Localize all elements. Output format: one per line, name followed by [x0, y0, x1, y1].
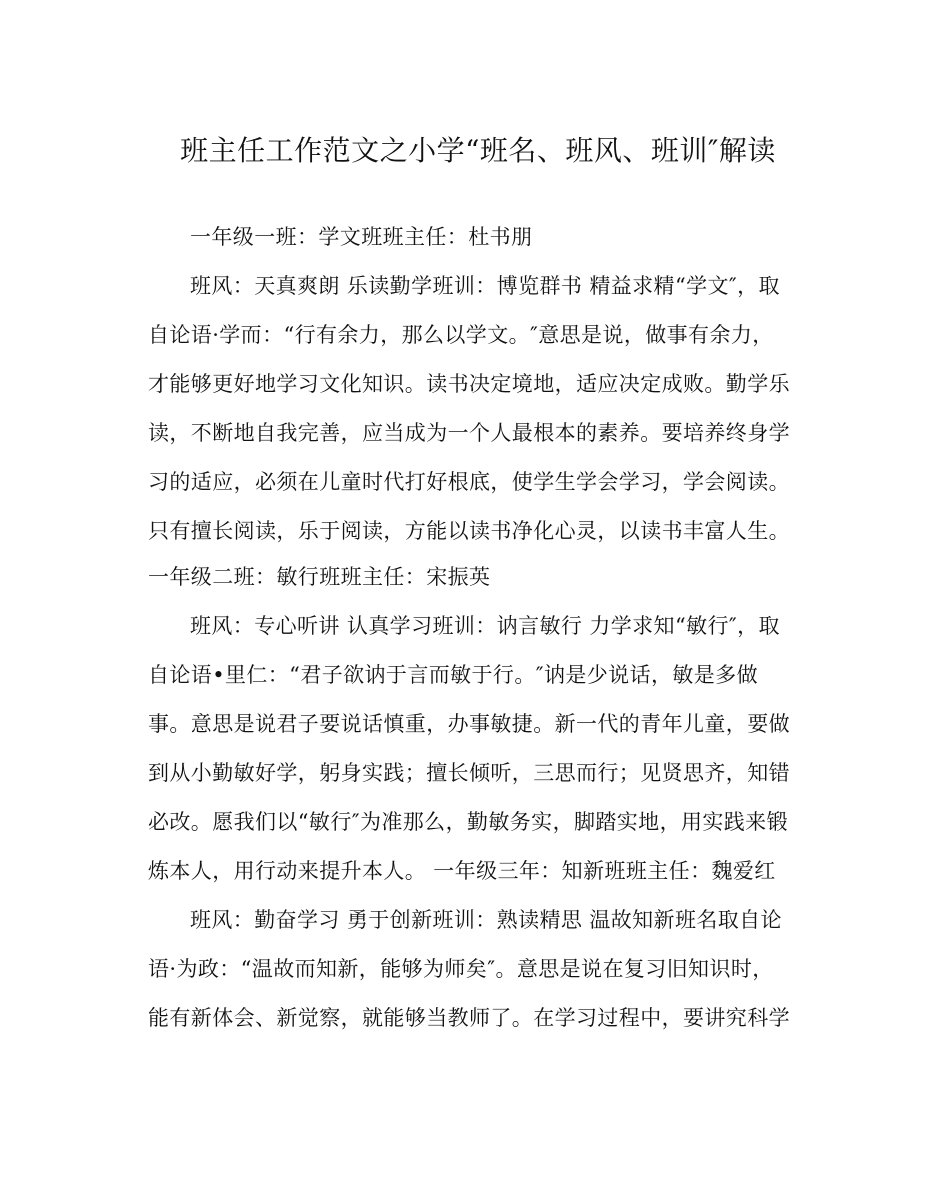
paragraph-line: 语·为政：“温故而知新，能够为师矣″。意思是说在复习旧知识时，: [148, 957, 774, 981]
paragraph-line: 到从小勤敏好学，躬身实践；擅长倾听，三思而行；见贤思齐，知错: [148, 761, 790, 785]
paragraph-line: 自论语•里仁：“君子欲讷于言而敏于行。″讷是少说话，敏是多做: [148, 663, 758, 687]
paragraph-line: 班风：勤奋学习 勇于创新班训：熟读精思 温故知新班名取自论: [190, 908, 782, 932]
paragraph-line: 必改。愿我们以“敏行″为准那么，勤敏务实，脚踏实地，用实践来锻: [148, 810, 788, 834]
paragraph-line: 习的适应，必须在儿童时代打好根底，使学生学会学习，学会阅读。: [148, 470, 790, 494]
paragraph-line: 能有新体会、新觉察，就能够当教师了。在学习过程中，要讲究科学: [148, 1006, 790, 1030]
paragraph-line: 炼本人，用行动来提升本人。 一年级三年：知新班班主任：魏爱红: [148, 859, 776, 883]
paragraph-line: 班风：天真爽朗 乐读勤学班训：博览群书 精益求精“学文″，取: [190, 274, 780, 298]
class-1-header: 一年级一班：学文班班主任：杜书朋: [190, 225, 533, 249]
class-2-header: 一年级二班：敏行班班主任：宋振英: [148, 565, 491, 589]
paragraph-line: 才能够更好地学习文化知识。读书决定境地，适应决定成败。勤学乐: [148, 372, 790, 396]
paragraph-line: 自论语·学而：“行有余力，那么以学文。″意思是说，做事有余力，: [148, 323, 774, 347]
paragraph-line: 只有擅长阅读，乐于阅读，方能以读书净化心灵，以读书丰富人生。: [148, 519, 790, 543]
document-title: 班主任工作范文之小学“班名、班风、班训″解读: [180, 134, 776, 167]
paragraph-line: 班风：专心听讲 认真学习班训：讷言敏行 力学求知“敏行″，取: [190, 614, 780, 638]
paragraph-line: 事。意思是说君子要说话慎重，办事敏捷。新一代的青年儿童，要做: [148, 712, 790, 736]
paragraph-line: 读，不断地自我完善，应当成为一个人最根本的素养。要培养终身学: [148, 421, 790, 445]
